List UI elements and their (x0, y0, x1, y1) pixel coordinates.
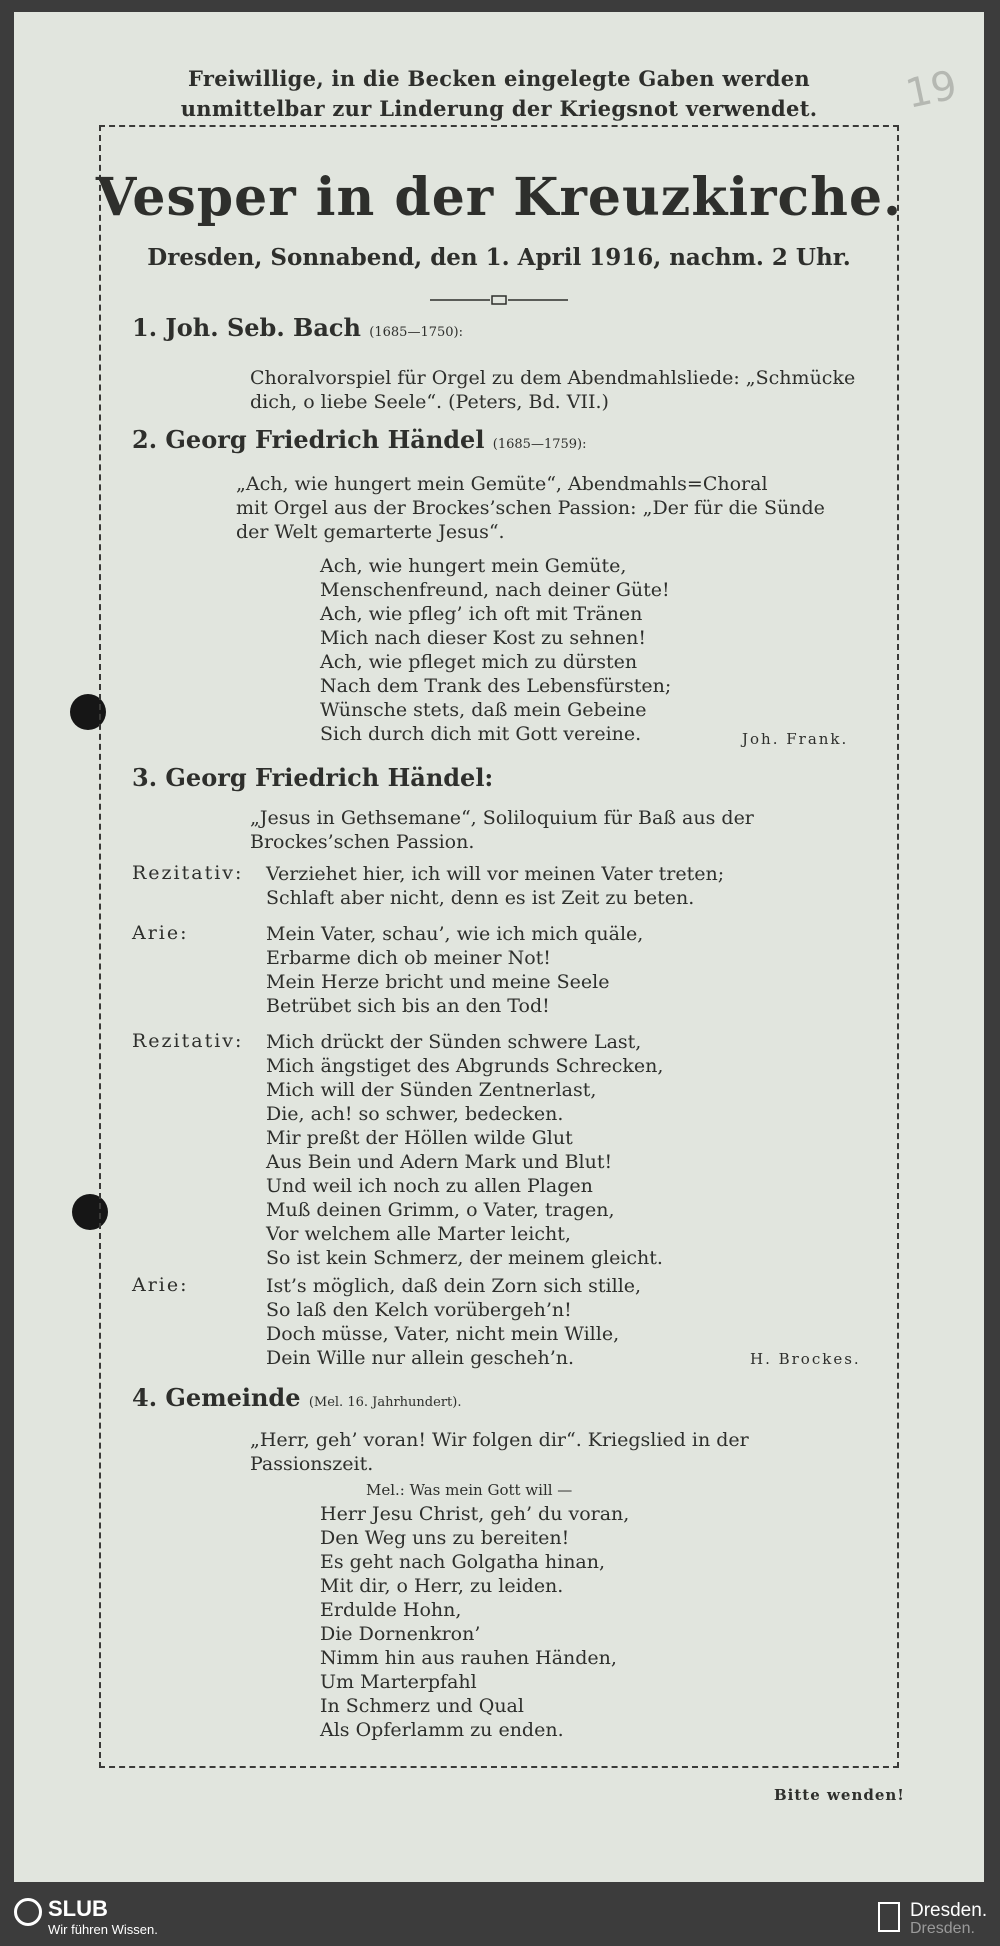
dresden-logo-mirror: Dresden. (910, 1920, 975, 1937)
section-2-heading: 2. Georg Friedrich Händel (1685—1759): (132, 425, 587, 454)
part-label: Rezitativ: (132, 1030, 244, 1052)
section-2-verse: Ach, wie hungert mein Gemüte, Menschenfreund, nach deiner Güte! Ach, wie pfleg’ ich oft mit Tränen Mich nach dieser Kost zu sehnen! Ach, wie pfleget mich zu dürsten Nach dem Trank des Lebensfürsten; Wünsche stets, daß mein Gebeine Sich durch dich mit Gott vereine. (320, 555, 672, 745)
slub-tagline: Wir führen Wissen. (48, 1922, 158, 1937)
section-4-verse: Herr Jesu Christ, geh’ du voran, Den Weg uns zu bereiten! Es geht nach Golgatha hinan, Mit dir, o Herr, zu leiden. Erdulde Hohn, Die Dornenkron’ Nimm hin aus rauhen Händen, Um Marterpfahl In Schmerz und Qual Als Opferlamm zu enden. (320, 1503, 630, 1741)
part-label: Rezitativ: (132, 862, 244, 884)
dresden-logo-text[interactable]: Dresden. (910, 1900, 988, 1921)
section-1-heading: 1. Joh. Seb. Bach (1685—1750): (132, 313, 463, 342)
melody-note: Mel.: Was mein Gott will — (366, 1481, 573, 1499)
part-label: Arie: (132, 922, 189, 944)
turn-over-note: Bitte wenden! (774, 1786, 905, 1804)
slub-logo-icon[interactable] (14, 1898, 42, 1926)
part-lines: Ist’s möglich, daß dein Zorn sich stille, So laß den Kelch vorübergeh’n! Doch müsse, Vater, nicht mein Wille, Dein Wille nur allein gescheh’n. (266, 1275, 642, 1369)
part-lines: Verziehet hier, ich will vor meinen Vater treten; Schlaft aber nicht, denn es ist Zeit zu beten. (266, 863, 725, 909)
section-4-heading: 4. Gemeinde (Mel. 16. Jahrhundert). (132, 1383, 462, 1412)
part-lines: Mein Vater, schau’, wie ich mich quäle, Erbarme dich ob meiner Not! Mein Herze bricht und meine Seele Betrübet sich bis an den Tod! (266, 923, 644, 1017)
document-page (14, 12, 984, 1882)
pencil-mark: 19 (901, 62, 962, 118)
ornament-divider (430, 294, 568, 306)
section-4-description: „Herr, geh’ voran! Wir folgen dir“. Kriegslied in der Passionszeit. (250, 1429, 749, 1475)
section-3-description: „Jesus in Gethsemane“, Soliloquium für Baß aus der Brockes’schen Passion. (250, 807, 754, 853)
dresden-crest-icon[interactable] (878, 1902, 900, 1932)
section-3-heading: 3. Georg Friedrich Händel: (132, 763, 494, 792)
author-credit: H. Brockes. (750, 1350, 861, 1368)
page-subtitle: Dresden, Sonnabend, den 1. April 1916, nachm. 2 Uhr. (147, 244, 851, 271)
slub-name[interactable]: SLUB (48, 1896, 108, 1921)
donation-notice: Freiwillige, in die Becken eingelegte Gaben werden unmittelbar zur Linderung der Kriegsnot verwendet. (180, 66, 818, 121)
part-label: Arie: (132, 1274, 189, 1296)
page-title: Vesper in der Kreuzkirche. (95, 167, 903, 228)
part-lines: Mich drückt der Sünden schwere Last, Mich ängstiget des Abgrunds Schrecken, Mich will der Sünden Zentnerlast, Die, ach! so schwer, bedecken. Mir preßt der Höllen wilde Glut Aus Bein und Adern Mark und Blut! Und weil ich noch zu allen Plagen Muß deinen Grimm, o Vater, tragen, Vor welchem alle Marter leicht, So ist kein Schmerz, der meinem gleicht. (266, 1031, 664, 1269)
section-2-description: „Ach, wie hungert mein Gemüte“, Abendmahls=Choral mit Orgel aus der Brockes’schen Passion: „Der für die Sünde der Welt gemarterte Jesus“. (236, 473, 825, 543)
section-1-description: Choralvorspiel für Orgel zu dem Abendmahlsliede: „Schmücke dich, o liebe Seele“. (Peters, Bd. VII.) (250, 367, 856, 413)
viewer-footer (0, 1894, 1000, 1946)
author-credit: Joh. Frank. (742, 730, 849, 748)
